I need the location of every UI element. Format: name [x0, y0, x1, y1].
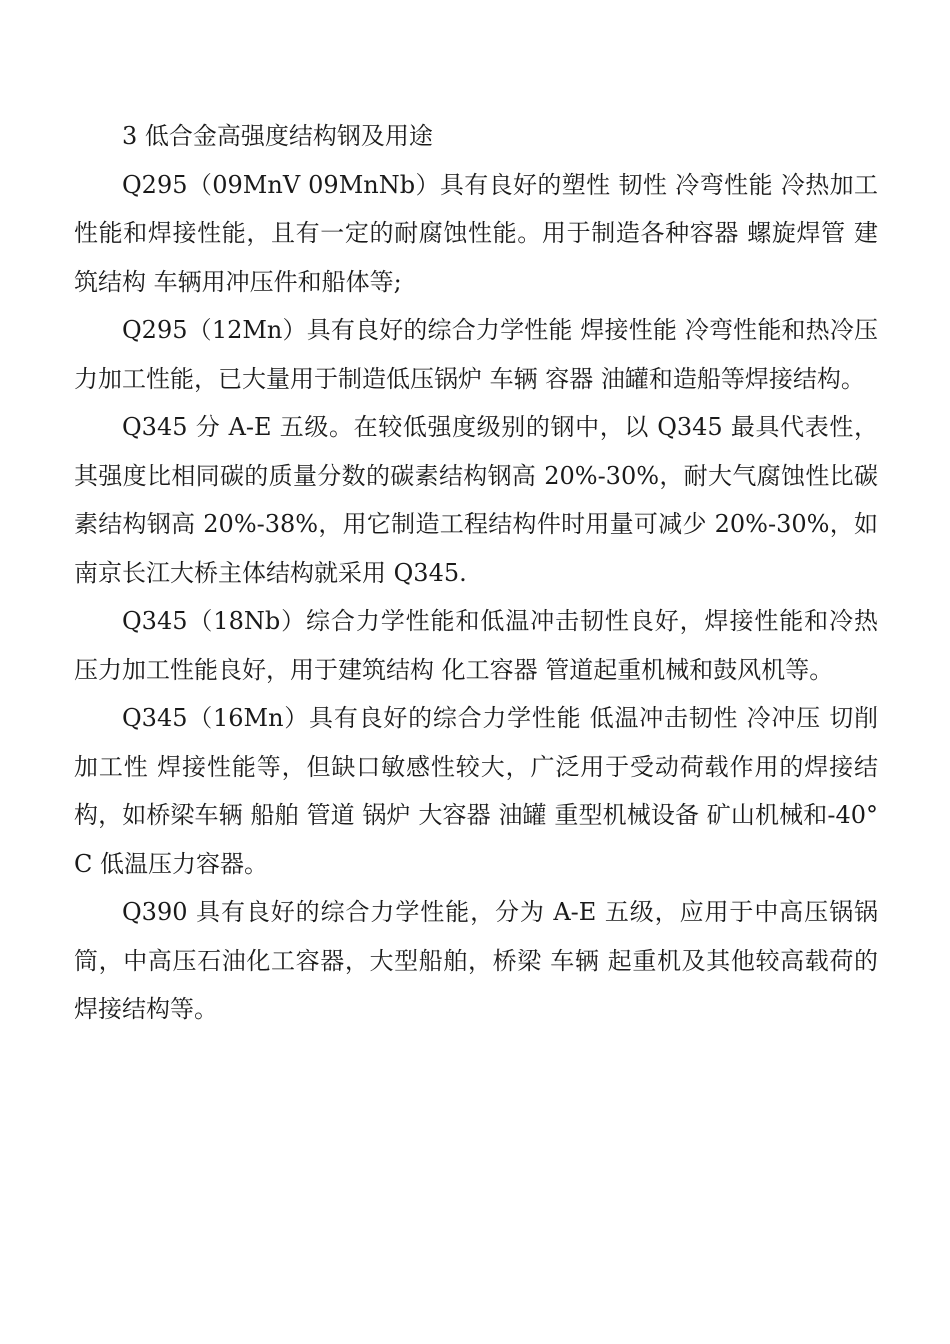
paragraph-q345: Q345 分 A-E 五级。在较低强度级别的钢中，以 Q345 最具代表性，其强度比相同碳的质量分数的碳素结构钢高 20%-30%，耐大气腐蚀性比碳素结构钢高 20%-38%，用它制造工程结构件时用量可减少 20%-30%，如南京长江大桥主体结构就采用 Q345.: [74, 413, 878, 587]
paragraph-q295-12mn: Q295（12Mn）具有良好的综合力学性能 焊接性能 冷弯性能和热冷压力加工性能，已大量用于制造低压锅炉 车辆 容器 油罐和造船等焊接结构。: [74, 316, 878, 393]
paragraph-q295-09mnv: Q295（09MnV 09MnNb）具有良好的塑性 韧性 冷弯性能 冷热加工性能和焊接性能，且有一定的耐腐蚀性能。用于制造各种容器 螺旋焊管 建筑结构 车辆用冲压件和船体等;: [74, 170, 878, 296]
section-heading: 3 低合金高强度结构钢及用途: [122, 122, 433, 150]
document-body: [74, 112, 878, 1034]
paragraph-q390: Q390 具有良好的综合力学性能，分为 A-E 五级，应用于中高压锅锅筒，中高压石油化工容器，大型船舶，桥梁 车辆 起重机及其他较高载荷的焊接结构等。: [74, 898, 878, 1023]
paragraph-q345-16mn: Q345（16Mn）具有良好的综合力学性能 低温冲击韧性 冷冲压 切削加工性 焊接性能等，但缺口敏感性较大，广泛用于受动荷载作用的焊接结构，如桥梁车辆 船舶 管道 锅炉 大容器 油罐 重型机械设备 矿山机械和-40° C 低温压力容器。: [74, 704, 878, 878]
paragraph-q345-18nb: Q345（18Nb）综合力学性能和低温冲击韧性良好，焊接性能和冷热压力加工性能良好，用于建筑结构 化工容器 管道起重机械和鼓风机等。: [74, 607, 878, 684]
